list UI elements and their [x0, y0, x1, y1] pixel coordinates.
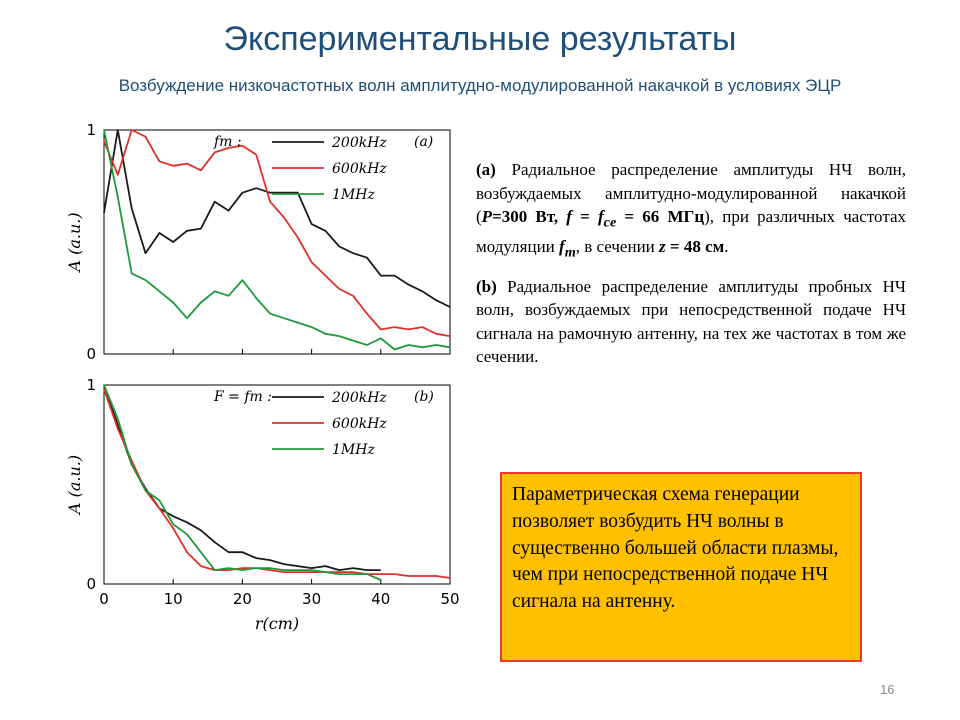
chart-panel-a — [65, 121, 450, 363]
caption-a-text-3: , в сечении — [575, 236, 660, 256]
x-tick-label: 50 — [440, 590, 460, 608]
caption-a-z-value: = 48 см — [665, 236, 725, 256]
figure-caption — [476, 158, 906, 379]
legend-label-1MHz: 1MHz — [332, 442, 375, 458]
caption-a-fce-value: = 66 МГц — [616, 207, 705, 226]
x-tick-label: 0 — [99, 590, 109, 608]
series-line-1MHz — [104, 130, 450, 350]
plot-frame — [104, 130, 450, 354]
figure-charts — [60, 108, 470, 643]
x-tick-label: 10 — [163, 590, 183, 608]
caption-a: (a) Радиальное распределение амплитуды НЧ волн, возбуждаемых амплитудно-модулированной накачкой (P=300 Вт, $f = f_{ce} = 66$ МГц), при различных частотах модуляции $f_m$, в сечении z = 48 см. — [476, 160, 907, 261]
caption-a-fce: f — [598, 207, 604, 226]
x-tick-label: 40 — [371, 590, 391, 608]
caption-a-z: z — [659, 236, 666, 256]
caption-a-end: . — [724, 236, 729, 256]
legend-label-200kHz: 200kHz — [332, 390, 387, 406]
legend-label-600kHz: 600kHz — [332, 416, 387, 432]
y-tick-label: 1 — [86, 121, 96, 139]
x-tick-label: 30 — [302, 590, 322, 608]
legend-label-600kHz: 600kHz — [332, 161, 387, 177]
caption-a-text-2: ), при различных частотах модуляции — [476, 207, 907, 256]
series-line-600kHz — [104, 389, 450, 578]
caption-a-label: (a) — [476, 160, 496, 179]
series-line-200kHz — [104, 385, 381, 570]
caption-a-text-1: Радиальное распределение амплитуды НЧ волн, возбуждаемых амплитудно-модулированной накачкой ( — [476, 160, 906, 226]
caption-a-fm: f — [559, 236, 565, 256]
caption-a-P-value: =300 Вт — [492, 207, 554, 226]
caption-b-text: Радиальное распределение амплитуды пробных НЧ волн, возбуждаемых при непосредственной подаче НЧ сигнала на рамочную антенну, на тех же частотах в том же сечении. — [476, 276, 906, 367]
caption-a-f: f — [566, 207, 572, 226]
panel-label: (a) — [414, 134, 434, 150]
caption-b-label: (b) — [476, 276, 497, 296]
slide-subtitle: Возбуждение низкочастотных волн амплитудно-модулированной накачкой в условиях ЭЦР — [118, 76, 842, 95]
legend-label-1MHz: 1MHz — [332, 187, 375, 203]
page-number: 16 — [880, 682, 895, 697]
legend-title: F = fm : — [214, 389, 272, 405]
caption-a-ce-sub: ce — [603, 214, 617, 231]
plot-frame — [104, 385, 450, 584]
conclusion-text: Параметрическая схема генерации позволяет возбудить НЧ волны в существенно большей области плазмы, чем при непосредственной подаче НЧ сигнала на антенну. — [512, 484, 839, 613]
y-tick-label: 0 — [86, 575, 96, 593]
panel-label: (b) — [414, 389, 434, 405]
y-tick-label: 1 — [86, 376, 96, 394]
x-axis-label: r(cm) — [254, 614, 300, 633]
caption-a-f-eq: = — [571, 207, 598, 226]
caption-b — [476, 275, 906, 369]
y-tick-label: 0 — [86, 345, 96, 363]
slide-title: Экспериментальные результаты — [223, 20, 737, 58]
caption-a-P: P — [481, 207, 493, 226]
series-line-1MHz — [104, 385, 381, 580]
conclusion-box — [500, 472, 862, 662]
series-line-600kHz — [104, 130, 450, 336]
caption-a-m-sub: m — [564, 244, 576, 261]
y-axis-label: A (a.u.) — [65, 454, 84, 515]
legend-label-200kHz: 200kHz — [332, 135, 387, 151]
y-axis-label: A (a.u.) — [65, 212, 84, 272]
legend-title: fm : — [214, 134, 242, 150]
x-tick-label: 20 — [232, 590, 252, 608]
chart-panel-b — [65, 376, 460, 633]
